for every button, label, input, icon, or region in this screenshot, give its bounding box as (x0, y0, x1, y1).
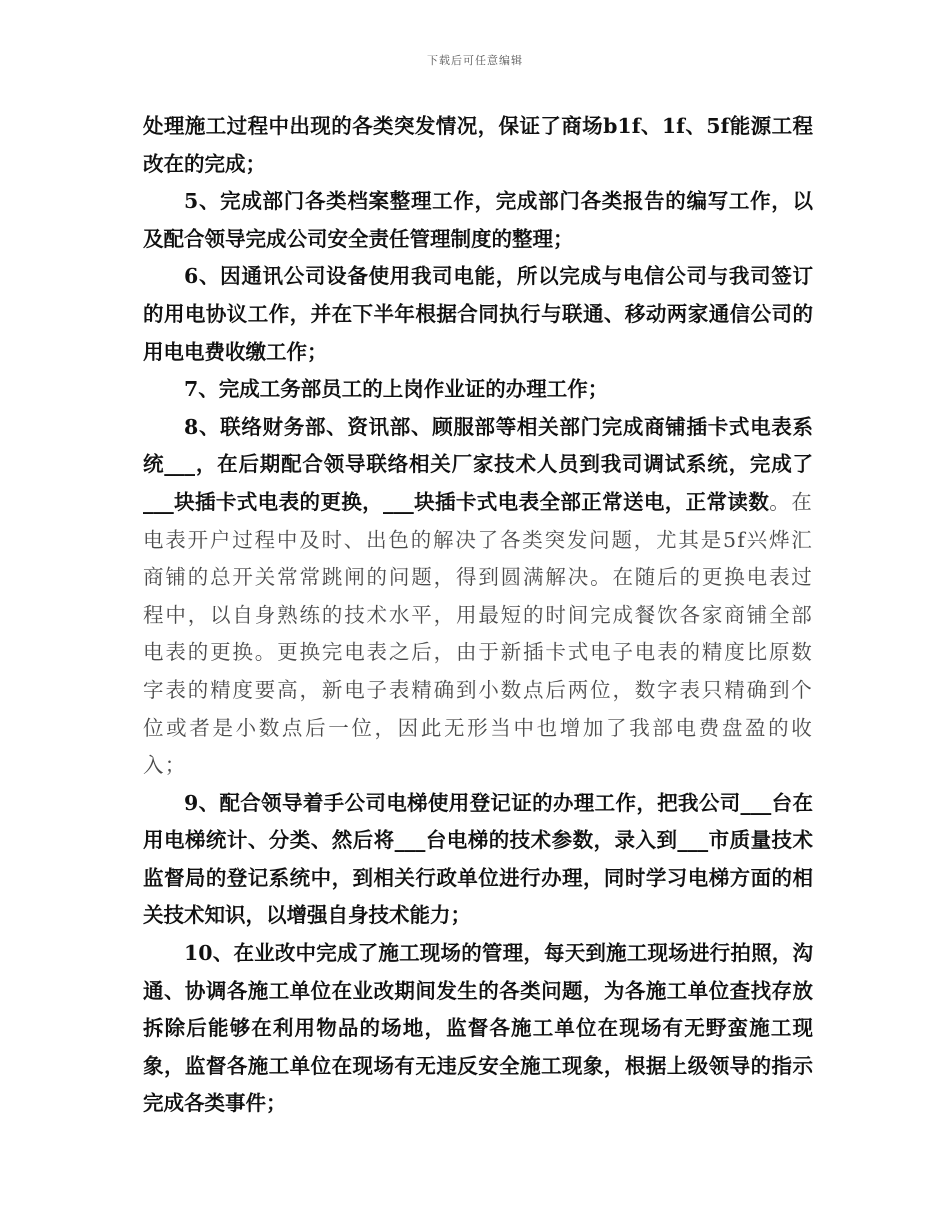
paragraph-item-8-light-part: 。在电表开户过程中及时、出色的解决了各类突发问题，尤其是5f兴烨汇商铺的总开关常常跳闸的问题，得到圆满解决。在随后的更换电表过程中，以自身熟练的技术水平，用最短的时间完成餐饮各家商铺全部电表的更换。更换完电表之后，由于新插卡式电子电表的精度比原数字表的精度要高，新电子表精确到小数点后两位，数字表只精确到个位或者是小数点后一位，因此无形当中也增加了我部电费盘盈的收入； (143, 489, 814, 778)
paragraph-item-7: 7、完成工务部员工的上岗作业证的办理工作； (184, 377, 609, 402)
paragraph-item-8 (143, 409, 813, 785)
paragraph-item-6: 6、因通讯公司设备使用我司电能，所以完成与电信公司与我司签订的用电协议工作，并在下半年根据合同执行与联通、移动两家通信公司的用电电费收缴工作； (143, 264, 813, 364)
paragraph-item-8-bold-part: 8、联络财务部、资讯部、顾服部等相关部门完成商铺插卡式电表系统___，在后期配合领导联络相关厂家技术人员到我司调试系统，完成了___块插卡式电表的更换，___块插卡式电表全部正常送电，正常读数 (143, 414, 813, 514)
paragraph-continuation: 处理施工过程中出现的各类突发情况，保证了商场b1f、1f、5f能源工程改在的完成； (143, 114, 813, 176)
document-body (143, 108, 813, 1123)
paragraph-item-9: 9、配合领导着手公司电梯使用登记证的办理工作，把我公司___台在用电梯统计、分类、然后将___台电梯的技术参数，录入到___市质量技术监督局的登记系统中，到相关行政单位进行办理，同时学习电梯方面的相关技术知识，以增强自身技术能力； (143, 790, 813, 928)
page-header: 下载后可任意编辑 (427, 54, 523, 67)
paragraph-item-5: 5、完成部门各类档案整理工作，完成部门各类报告的编写工作，以及配合领导完成公司安全责任管理制度的整理； (143, 189, 813, 251)
paragraph-item-10: 10、在业改中完成了施工现场的管理，每天到施工现场进行拍照，沟通、协调各施工单位在业改期间发生的各类问题，为各施工单位查找存放拆除后能够在利用物品的场地，监督各施工单位在现场有无野蛮施工现象，监督各施工单位在现场有无违反安全施工现象，根据上级领导的指示完成各类事件； (143, 941, 813, 1116)
